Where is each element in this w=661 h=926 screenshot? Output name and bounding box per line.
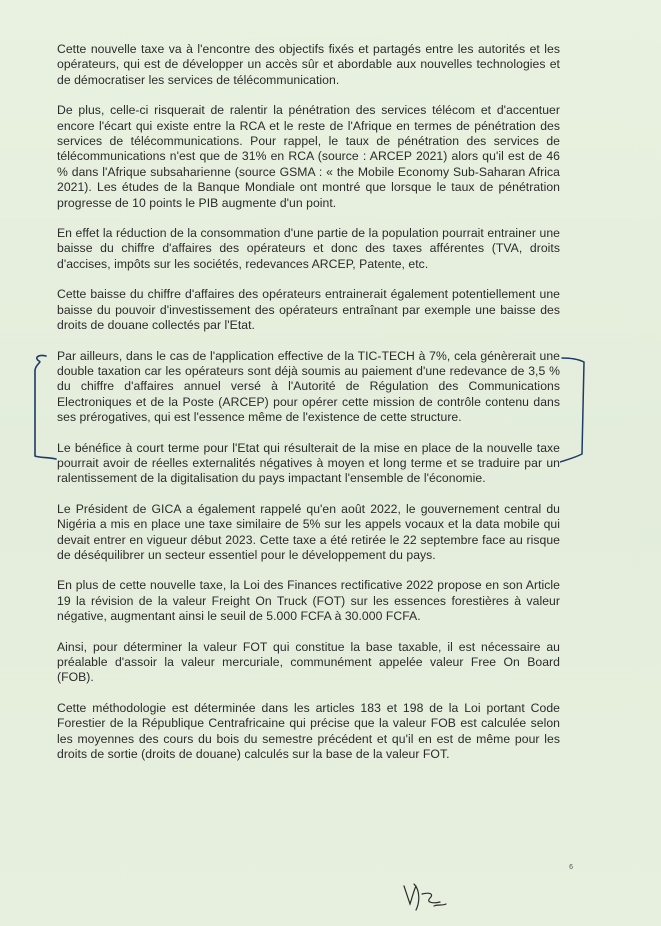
paragraph-4: Cette baisse du chiffre d'affaires des opérateurs entrainerait également potentiellement une baisse du pouvoir d'investissement des opérateurs entraînant par exemple une baisse des droits de douane collectés par l'Etat.: [57, 287, 560, 333]
document-body: [57, 42, 560, 777]
paragraph-7: Le Président de GICA a également rappelé qu'en août 2022, le gouvernement central du Nigéria a mis en place une taxe similaire de 5% sur les appels vocaux et la data mobile qui devait entrer en vigueur début 2023. Cette taxe a été retirée le 22 septembre face au risque de déséquilibrer un secteur essentiel pour le développement du pays.: [57, 501, 560, 562]
paragraph-2: De plus, celle-ci risquerait de ralentir la pénétration des services télécom et d'accentuer encore l'écart qui existe entre la RCA et le reste de l'Afrique en termes de pénétration des services de télécommunications. Pour rappel, le taux de pénétration des services de télécommunications n'est que de 31% en RCA (source : ARCEP 2021) alors qu'il est de 46 % dans l'Afrique subsaharienne (source GSMA : « the Mobile Economy Sub-Saharan Africa 2021). Les études de la Banque Mondiale ont montré que lorsque le taux de pénétration progresse de 10 points le PIB augmente d'un point.: [57, 103, 560, 210]
paragraph-1: Cette nouvelle taxe va à l'encontre des objectifs fixés et partagés entre les autorités et les opérateurs, qui est de développer un accès sûr et abordable aux nouvelles technologies et de démocratiser les services de télécommunication.: [57, 42, 560, 87]
paragraph-3: En effet la réduction de la consommation d'une partie de la population pourrait entrainer une baisse du chiffre d'affaires des opérateurs et donc des taxes afférentes (TVA, droits d'accises, impôts sur les sociétés, redevances ARCEP, Patente, etc.: [57, 226, 560, 271]
page-mark: 6: [569, 864, 573, 871]
paragraph-8: En plus de cette nouvelle taxe, la Loi des Finances rectificative 2022 propose en son Article 19 la révision de la valeur Freight On Truck (FOT) sur les essences forestières à valeur négative, augmentant ainsi le seuil de 5.000 FCFA à 30.000 FCFA.: [57, 578, 560, 624]
right-bracket-mark: [560, 352, 594, 464]
paragraph-10: Cette méthodologie est déterminée dans les articles 183 et 198 de la Loi portant Code Forestier de la République Centrafricaine qui précise que la valeur FOB est calculée selon les moyennes des cours du bois du semestre précédent et qu'il en est de même pour les droits de sortie (droits de douane) calculés sur la base de la valeur FOT.: [57, 700, 560, 762]
paragraph-9: Ainsi, pour déterminer la valeur FOT qui constitue la base taxable, il est nécessaire au préalable d'assoir la valeur mercuriale, communément appelée valeur Free On Board (FOB).: [57, 639, 560, 685]
paragraph-5-bracketed: Par ailleurs, dans le cas de l'application effective de la TIC-TECH à 7%, cela génèrerait une double taxation car les opérateurs sont déjà soumis au paiement d'une redevance de 3,5 % du chiffre d'affaires annuel versé à l'Autorité de Régulation des Communications Electroniques et de la Poste (ARCEP) pour opérer cette mission de contrôle contenu dans ses prérogatives, qui est l'essence même de l'existence de cette structure.: [57, 348, 560, 425]
paragraph-6: Le bénéfice à court terme pour l'Etat qui résulterait de la mise en place de la nouvelle taxe pourrait avoir de réelles externalités négatives à moyen et long terme et se traduire par un ralentissement de la digitalisation du pays impactant l'ensemble de l'économie.: [57, 440, 560, 486]
signature-initials: [400, 880, 450, 916]
